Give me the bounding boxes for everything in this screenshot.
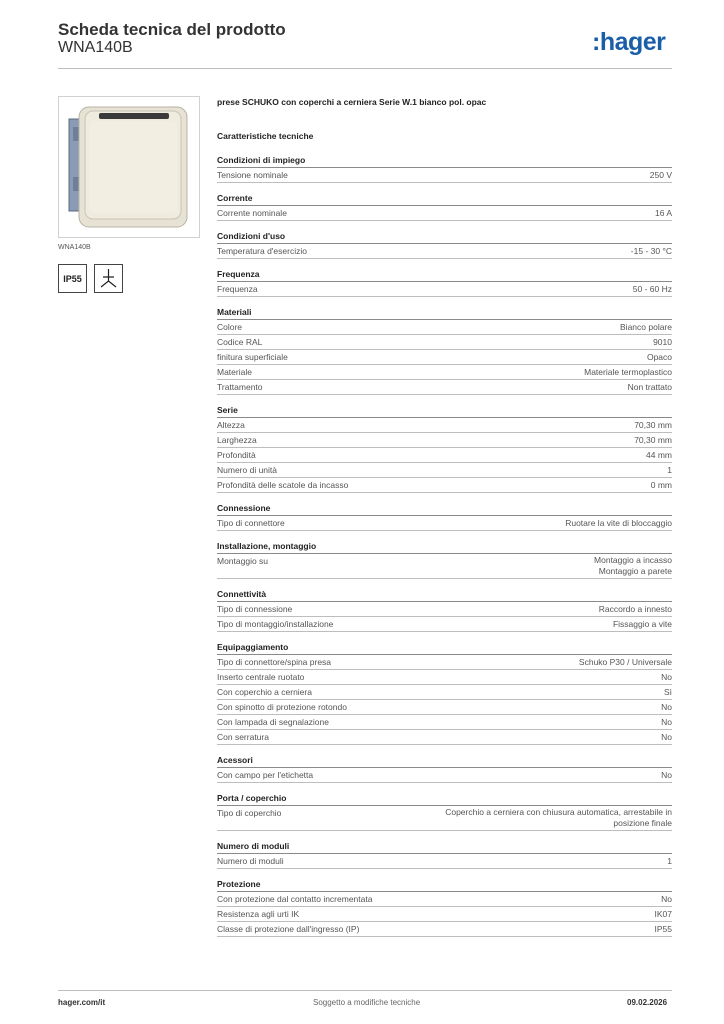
spec-section (217, 230, 672, 259)
spec-row (217, 478, 672, 493)
spec-row (217, 335, 672, 350)
spec-row (217, 380, 672, 395)
spec-label: Tipo di montaggio/installazione (217, 619, 334, 629)
spec-value (445, 807, 672, 829)
spec-label: Tipo di coperchio (217, 808, 282, 818)
spec-value: Schuko P30 / Universale (578, 657, 672, 667)
spec-value: Raccordo a innesto (598, 604, 672, 614)
spec-label: Con campo per l'etichetta (217, 770, 314, 780)
spec-row (217, 433, 672, 448)
spec-row (217, 685, 672, 700)
spec-section (217, 588, 672, 632)
spec-label: Colore (217, 322, 243, 332)
spec-row (217, 730, 672, 745)
spec-table (217, 154, 672, 946)
spec-section (217, 306, 672, 395)
section-title: Connessione (217, 502, 672, 516)
section-title: Condizioni d'uso (217, 230, 672, 244)
spec-section (217, 754, 672, 783)
spec-row (217, 854, 672, 869)
spec-row (217, 655, 672, 670)
spec-row (217, 670, 672, 685)
spec-label: Altezza (217, 420, 245, 430)
section-title: Acessori (217, 754, 672, 768)
spec-value: No (661, 732, 672, 742)
spec-value-line: Coperchio a cerniera con chiusura automatica, arrestabile in (445, 807, 672, 817)
spec-row (217, 715, 672, 730)
section-title: Materiali (217, 306, 672, 320)
spec-section (217, 540, 672, 579)
spec-row (217, 700, 672, 715)
footer-website: hager.com/it (58, 998, 106, 1007)
footer-divider (58, 990, 672, 991)
spec-value: Ruotare la vite di bloccaggio (565, 518, 672, 528)
spec-value: No (661, 717, 672, 727)
spec-row (217, 768, 672, 783)
spec-row (217, 516, 672, 531)
hager-logo: :hager (592, 28, 666, 56)
spec-row (217, 617, 672, 632)
spec-value: 1 (667, 465, 672, 475)
spec-label: Montaggio su (217, 556, 269, 566)
ip-rating-badge: IP55 (58, 264, 87, 293)
spec-value: IP55 (654, 924, 672, 934)
spec-row (217, 206, 672, 221)
spec-label: Con serratura (217, 732, 269, 742)
spec-value: -15 - 30 °C (630, 246, 672, 256)
footer-date: 09.02.2026 (627, 998, 668, 1007)
spec-row (217, 320, 672, 335)
tech-heading: Caratteristiche tecniche (217, 131, 314, 141)
spec-label: Corrente nominale (217, 208, 287, 218)
section-title: Numero di moduli (217, 840, 672, 854)
spec-row (217, 554, 672, 579)
spec-label: Con lampada di segnalazione (217, 717, 329, 727)
section-title: Serie (217, 404, 672, 418)
spec-label: Numero di moduli (217, 856, 284, 866)
spec-label: Profondità delle scatole da incasso (217, 480, 349, 490)
section-title: Equipaggiamento (217, 641, 672, 655)
spec-value: No (661, 894, 672, 904)
spec-label: Con spinotto di protezione rotondo (217, 702, 347, 712)
spec-row (217, 892, 672, 907)
spec-label: Numero di unità (217, 465, 278, 475)
spec-row (217, 365, 672, 380)
spec-label: Codice RAL (217, 337, 263, 347)
spec-section (217, 404, 672, 493)
section-title: Condizioni di impiego (217, 154, 672, 168)
spec-value: 50 - 60 Hz (632, 284, 672, 294)
spec-label: finitura superficiale (217, 352, 288, 362)
spec-row (217, 418, 672, 433)
spec-label: Con protezione dal contatto incrementata (217, 894, 373, 904)
spec-value (594, 555, 672, 577)
spec-row (217, 463, 672, 478)
section-title: Installazione, montaggio (217, 540, 672, 554)
spec-section (217, 840, 672, 869)
spec-label: Con coperchio a cerniera (217, 687, 312, 697)
spec-label: Resistenza agli urti IK (217, 909, 300, 919)
spec-value: 0 mm (650, 480, 672, 490)
spec-value: 250 V (649, 170, 672, 180)
spec-section (217, 192, 672, 221)
spec-label: Tipo di connessione (217, 604, 293, 614)
spec-row (217, 168, 672, 183)
spec-value: Opaco (646, 352, 672, 362)
spec-value: No (661, 770, 672, 780)
hinged-cover-symbol-icon (94, 264, 123, 293)
section-title: Porta / coperchio (217, 792, 672, 806)
section-title: Frequenza (217, 268, 672, 282)
spec-value: 70,30 mm (634, 435, 672, 445)
spec-value: No (661, 702, 672, 712)
image-caption: WNA140B (58, 244, 91, 251)
spec-value: 16 A (654, 208, 672, 218)
section-title: Connettività (217, 588, 672, 602)
spec-row (217, 602, 672, 617)
spec-label: Tipo di connettore/spina presa (217, 657, 332, 667)
spec-label: Tensione nominale (217, 170, 288, 180)
spec-label: Temperatura d'esercizio (217, 246, 307, 256)
spec-section (217, 502, 672, 531)
section-title: Corrente (217, 192, 672, 206)
spec-row (217, 244, 672, 259)
spec-section (217, 641, 672, 745)
spec-value: IK07 (654, 909, 672, 919)
spec-row (217, 448, 672, 463)
spec-row (217, 350, 672, 365)
spec-label: Classe di protezione dall'ingresso (IP) (217, 924, 360, 934)
section-title: Protezione (217, 878, 672, 892)
product-code: WNA140B (58, 39, 133, 56)
spec-section (217, 792, 672, 831)
product-image (58, 96, 200, 238)
spec-row (217, 282, 672, 297)
spec-value: No (661, 672, 672, 682)
spec-label: Tipo di connettore (217, 518, 285, 528)
spec-value: Non trattato (627, 382, 672, 392)
spec-value: Sì (663, 687, 672, 697)
socket-illustration-icon (59, 97, 199, 237)
spec-label: Inserto centrale ruotato (217, 672, 305, 682)
spec-label: Trattamento (217, 382, 263, 392)
spec-value: 1 (667, 856, 672, 866)
spec-value: Materiale termoplastico (584, 367, 672, 377)
spec-section (217, 268, 672, 297)
spec-value: Bianco polare (620, 322, 672, 332)
spec-section (217, 878, 672, 937)
page-title: Scheda tecnica del prodotto (58, 20, 286, 39)
spec-row (217, 806, 672, 831)
header-divider (58, 68, 672, 69)
spec-label: Larghezza (217, 435, 257, 445)
spec-value: 44 mm (646, 450, 672, 460)
spec-section (217, 154, 672, 183)
spec-row (217, 922, 672, 937)
spec-value: Fissaggio a vite (612, 619, 672, 629)
spec-label: Materiale (217, 367, 252, 377)
spec-label: Profondità (217, 450, 256, 460)
spec-value-line: posizione finale (613, 818, 672, 828)
spec-value-line: Montaggio a parete (598, 566, 672, 576)
spec-value: 70,30 mm (634, 420, 672, 430)
spec-row (217, 907, 672, 922)
spec-value: 9010 (653, 337, 672, 347)
footer-note: Soggetto a modifiche tecniche (313, 998, 421, 1007)
product-description: prese SCHUKO con coperchi a cerniera Serie W.1 bianco pol. opac (217, 97, 487, 107)
spec-label: Frequenza (217, 284, 258, 294)
spec-value-line: Montaggio a incasso (594, 555, 672, 565)
